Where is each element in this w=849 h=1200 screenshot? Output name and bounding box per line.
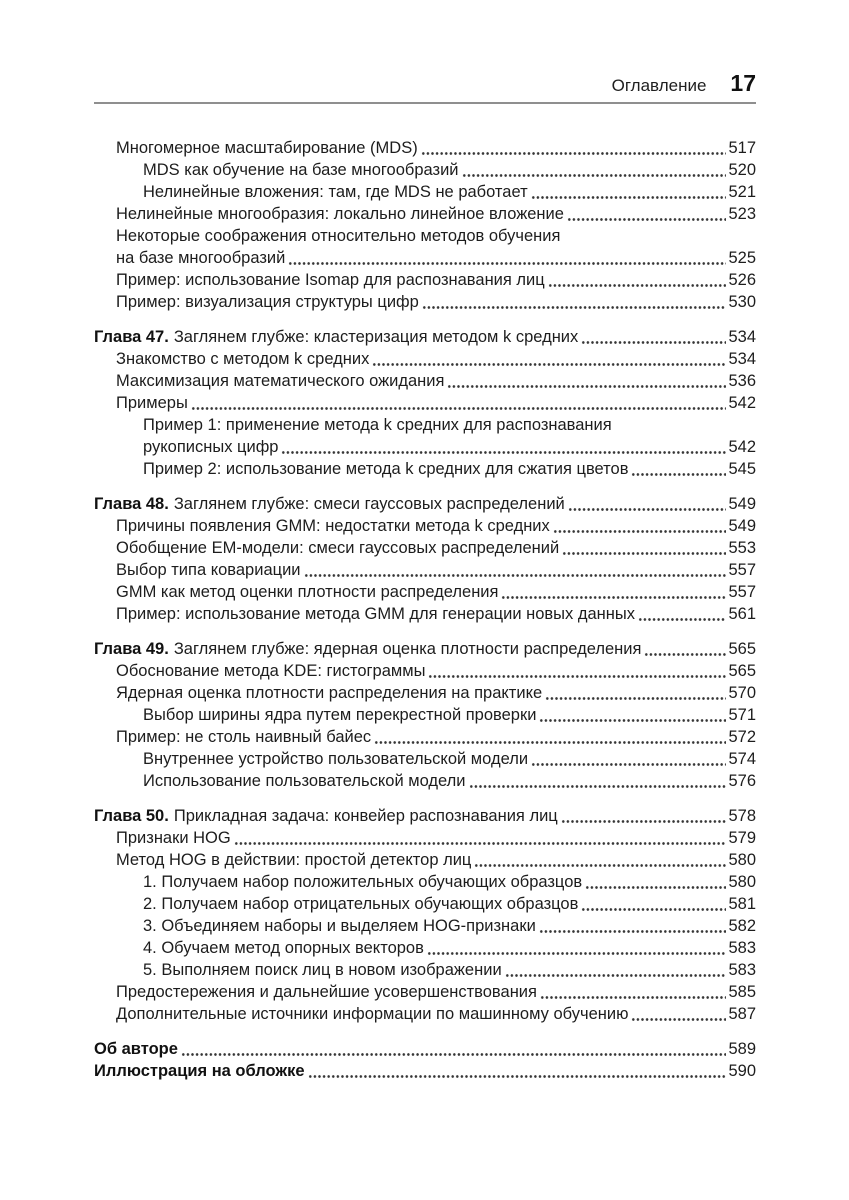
toc-entry xyxy=(94,326,756,348)
toc-entry-title: Иллюстрация на обложке xyxy=(94,1062,305,1080)
toc-entry xyxy=(94,893,756,915)
toc-page-number: 583 xyxy=(728,961,756,979)
toc-entry-title: 3. Объединяем наборы и выделяем HOG-признаки xyxy=(143,917,536,935)
toc-entry xyxy=(94,247,756,269)
toc-page-number: 553 xyxy=(728,539,756,557)
toc-entry-title: Знакомство с методом k средних xyxy=(116,350,370,368)
page-number: 17 xyxy=(730,70,756,96)
chapter-50 xyxy=(94,805,756,1025)
toc-entry xyxy=(94,827,756,849)
dot-leader xyxy=(422,291,727,313)
dot-leader xyxy=(191,392,727,414)
toc-entry-title: MDS как обучение на базе многообразий xyxy=(143,161,459,179)
dot-leader xyxy=(562,537,726,559)
toc-entry xyxy=(94,291,756,313)
dot-leader xyxy=(308,1060,727,1082)
dot-leader xyxy=(631,1003,726,1025)
dot-leader xyxy=(567,203,727,225)
toc-entry-title: Признаки HOG xyxy=(116,829,231,847)
dot-leader xyxy=(545,682,726,704)
table-of-contents xyxy=(94,137,756,1095)
dot-leader xyxy=(631,458,726,480)
toc-entry xyxy=(94,537,756,559)
toc-page-number: 578 xyxy=(728,807,756,825)
toc-page-number: 525 xyxy=(728,249,756,267)
toc-page-number: 520 xyxy=(728,161,756,179)
dot-leader xyxy=(447,370,726,392)
toc-page-number: 549 xyxy=(728,517,756,535)
toc-page-number: 565 xyxy=(728,662,756,680)
dot-leader xyxy=(421,137,727,159)
toc-page-number: 589 xyxy=(728,1040,756,1058)
toc-entry-title: Обобщение EM-модели: смеси гауссовых распределений xyxy=(116,539,560,557)
dot-leader xyxy=(469,770,727,792)
toc-page-number: 517 xyxy=(728,139,756,157)
toc-entry-title: Метод HOG в действии: простой детектор лиц xyxy=(116,851,472,869)
toc-page-number: 574 xyxy=(728,750,756,768)
toc-page-number: 542 xyxy=(728,438,756,456)
toc-page-number: 534 xyxy=(728,328,756,346)
dot-leader xyxy=(531,181,727,203)
dot-leader xyxy=(539,915,727,937)
toc-entry xyxy=(94,704,756,726)
toc-entry xyxy=(94,225,756,247)
toc-page-number: 570 xyxy=(728,684,756,702)
toc-entry xyxy=(94,203,756,225)
toc-entry xyxy=(94,981,756,1003)
toc-entry xyxy=(94,181,756,203)
toc-entry xyxy=(94,137,756,159)
toc-entry xyxy=(94,493,756,515)
toc-entry xyxy=(94,1060,756,1082)
toc-page-number: 534 xyxy=(728,350,756,368)
chapter-label: Глава 48. xyxy=(94,495,169,513)
toc-entry xyxy=(94,1038,756,1060)
toc-page-number: 590 xyxy=(728,1062,756,1080)
toc-entry xyxy=(94,370,756,392)
toc-entry-title: Пример 1: применение метода k средних для распознавания xyxy=(143,416,612,434)
toc-entry-title: Использование пользовательской модели xyxy=(143,772,466,790)
toc-entry xyxy=(94,559,756,581)
toc-page-number: 526 xyxy=(728,271,756,289)
dot-leader xyxy=(288,247,726,269)
toc-page-number: 580 xyxy=(728,851,756,869)
dot-leader xyxy=(561,805,727,827)
toc-entry-title: рукописных цифр xyxy=(143,438,279,456)
dot-leader xyxy=(553,515,727,537)
toc-page-number: 521 xyxy=(728,183,756,201)
toc-entry xyxy=(94,392,756,414)
toc-page-number: 581 xyxy=(728,895,756,913)
toc-entry-title: GMM как метод оценки плотности распределения xyxy=(116,583,499,601)
toc-page-number: 545 xyxy=(728,460,756,478)
dot-leader xyxy=(581,893,726,915)
toc-page-number: 542 xyxy=(728,394,756,412)
toc-page-number: 587 xyxy=(728,1005,756,1023)
toc-entry-title: Пример: использование Isomap для распознавания лиц xyxy=(116,271,545,289)
backmatter xyxy=(94,1038,756,1082)
dot-leader xyxy=(181,1038,727,1060)
toc-page-number: 576 xyxy=(728,772,756,790)
toc-page-number: 530 xyxy=(728,293,756,311)
toc-page-number: 557 xyxy=(728,561,756,579)
toc-page-number: 561 xyxy=(728,605,756,623)
toc-page-number: 572 xyxy=(728,728,756,746)
dot-leader xyxy=(568,493,727,515)
toc-entry-title: Заглянем глубже: кластеризация методом k средних xyxy=(173,328,579,346)
toc-entry xyxy=(94,436,756,458)
dot-leader xyxy=(462,159,727,181)
toc-entry-title: Заглянем глубже: ядерная оценка плотности распределения xyxy=(173,640,642,658)
toc-page-number: 580 xyxy=(728,873,756,891)
toc-page-number: 583 xyxy=(728,939,756,957)
toc-entry xyxy=(94,660,756,682)
toc-entry-title: Пример: использование метода GMM для генерации новых данных xyxy=(116,605,636,623)
dot-leader xyxy=(531,748,726,770)
toc-entry xyxy=(94,915,756,937)
toc-entry-title: Примеры xyxy=(116,394,188,412)
toc-entry-title: Причины появления GMM: недостатки метода k средних xyxy=(116,517,550,535)
toc-page-number: 536 xyxy=(728,372,756,390)
toc-entry-title: 1. Получаем набор положительных обучающих образцов xyxy=(143,873,583,891)
toc-entry xyxy=(94,770,756,792)
chapter-label: Глава 49. xyxy=(94,640,169,658)
dot-leader xyxy=(548,269,727,291)
chapter-48 xyxy=(94,493,756,625)
chapter-49 xyxy=(94,638,756,792)
toc-entry xyxy=(94,414,756,436)
toc-entry-title: Пример 2: использование метода k средних для сжатия цветов xyxy=(143,460,629,478)
toc-entry-title: Дополнительные источники информации по машинному обучению xyxy=(116,1005,629,1023)
toc-page-number: 579 xyxy=(728,829,756,847)
running-head: Оглавление xyxy=(611,76,707,95)
toc-page-number: 557 xyxy=(728,583,756,601)
toc-entry xyxy=(94,458,756,480)
toc-entry-title: Выбор типа ковариации xyxy=(116,561,301,579)
dot-leader xyxy=(281,436,726,458)
toc-entry xyxy=(94,871,756,893)
toc-page-number: 582 xyxy=(728,917,756,935)
toc-page-number: 565 xyxy=(728,640,756,658)
toc-entry xyxy=(94,269,756,291)
dot-leader xyxy=(540,981,727,1003)
page-header xyxy=(94,70,756,97)
dot-leader xyxy=(505,959,727,981)
dot-leader xyxy=(374,726,726,748)
toc-entry-title: 5. Выполняем поиск лиц в новом изображении xyxy=(143,961,502,979)
toc-page-number: 523 xyxy=(728,205,756,223)
toc-entry-title: Внутреннее устройство пользовательской модели xyxy=(143,750,529,768)
dot-leader xyxy=(234,827,727,849)
toc-entry xyxy=(94,726,756,748)
toc-entry-title: Нелинейные вложения: там, где MDS не работает xyxy=(143,183,528,201)
toc-entry xyxy=(94,849,756,871)
toc-page-number: 585 xyxy=(728,983,756,1001)
toc-entry-title: Максимизация математического ожидания xyxy=(116,372,445,390)
toc-entry-title: Некоторые соображения относительно методов обучения xyxy=(116,227,561,245)
chapter-label: Глава 50. xyxy=(94,807,169,825)
toc-entry-title: Предостережения и дальнейшие усовершенствования xyxy=(116,983,537,1001)
dot-leader xyxy=(501,581,726,603)
dot-leader xyxy=(428,660,726,682)
toc-entry-title: 4. Обучаем метод опорных векторов xyxy=(143,939,424,957)
toc-entry-title: 2. Получаем набор отрицательных обучающих образцов xyxy=(143,895,579,913)
dot-leader xyxy=(539,704,726,726)
toc-entry-title: Ядерная оценка плотности распределения на практике xyxy=(116,684,543,702)
chapter-47 xyxy=(94,326,756,480)
toc-entry-title: на базе многообразий xyxy=(116,249,286,267)
toc-entry-title: Выбор ширины ядра путем перекрестной проверки xyxy=(143,706,537,724)
toc-entry-title: Об авторе xyxy=(94,1040,178,1058)
dot-leader xyxy=(372,348,726,370)
dot-leader xyxy=(474,849,726,871)
toc-entry-title: Пример: не столь наивный байес xyxy=(116,728,372,746)
header-rule xyxy=(94,102,756,104)
dot-leader xyxy=(585,871,726,893)
toc-entry xyxy=(94,937,756,959)
section-mds-manifolds xyxy=(94,137,756,313)
dot-leader xyxy=(644,638,726,660)
toc-page-number: 571 xyxy=(728,706,756,724)
toc-entry xyxy=(94,682,756,704)
toc-entry-title: Прикладная задача: конвейер распознавания лиц xyxy=(173,807,558,825)
toc-entry xyxy=(94,748,756,770)
toc-entry xyxy=(94,159,756,181)
toc-entry-title: Пример: визуализация структуры цифр xyxy=(116,293,419,311)
chapter-label: Глава 47. xyxy=(94,328,169,346)
toc-entry xyxy=(94,805,756,827)
toc-entry-title: Обоснование метода KDE: гистограммы xyxy=(116,662,426,680)
dot-leader xyxy=(427,937,727,959)
dot-leader xyxy=(304,559,727,581)
toc-entry xyxy=(94,638,756,660)
toc-entry xyxy=(94,1003,756,1025)
toc-entry-title: Многомерное масштабирование (MDS) xyxy=(116,139,418,157)
toc-entry xyxy=(94,959,756,981)
toc-entry xyxy=(94,348,756,370)
toc-entry xyxy=(94,603,756,625)
dot-leader xyxy=(638,603,726,625)
dot-leader xyxy=(581,326,726,348)
toc-entry xyxy=(94,515,756,537)
toc-entry xyxy=(94,581,756,603)
toc-page-number: 549 xyxy=(728,495,756,513)
toc-entry-title: Заглянем глубже: смеси гауссовых распределений xyxy=(173,495,565,513)
toc-entry-title: Нелинейные многообразия: локально линейное вложение xyxy=(116,205,564,223)
